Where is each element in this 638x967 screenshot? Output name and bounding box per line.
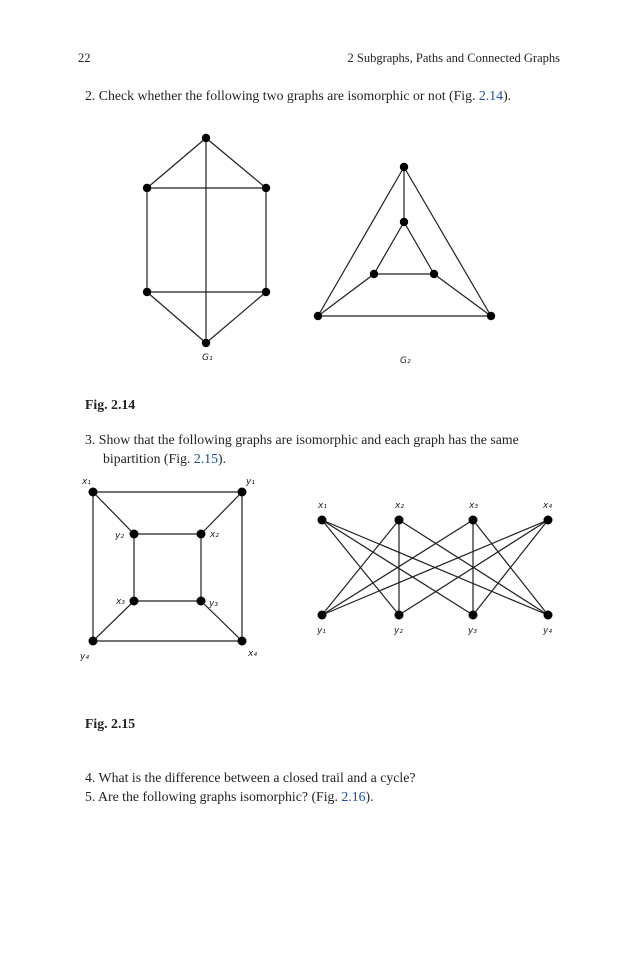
graph-cube: [79, 477, 257, 662]
bip-label: y₂: [394, 626, 403, 636]
cube-vertex: [238, 488, 247, 497]
cube-vertex: [197, 597, 206, 606]
cube-label: y₄: [80, 652, 89, 662]
g2-label: G₂: [400, 356, 411, 366]
exercise-3-tail: ).: [217, 451, 227, 466]
cube-edge: [201, 601, 242, 641]
exercise-3-text: 3. Show that the following graphs are isomorphic and each graph has the same bipartition (Fig.: [85, 432, 519, 466]
cube-edge: [93, 601, 134, 641]
cube-label: x₃: [116, 597, 125, 607]
cube-label: x₁: [82, 477, 91, 487]
bip-vertex: [469, 516, 478, 525]
bip-label: x₄: [543, 501, 552, 511]
cube-label: x₄: [248, 649, 257, 659]
g1-label: G₁: [202, 353, 213, 363]
page-number: 22: [78, 51, 91, 65]
bip-vertex: [395, 611, 404, 620]
cube-vertex: [238, 637, 247, 646]
bip-vertex: [544, 611, 553, 620]
graph-bipartite: [316, 501, 553, 636]
bip-vertex: [469, 611, 478, 620]
exercise-2-tail: ).: [503, 88, 512, 103]
exercise-4: 4. What is the difference between a closed trail and a cycle?: [85, 770, 416, 785]
exercise-5-tail: ).: [365, 789, 374, 804]
running-title: 2 Subgraphs, Paths and Connected Graphs: [347, 51, 560, 65]
cube-edge: [93, 492, 134, 534]
exercise-5-text: 5. Are the following graphs isomorphic? (Fig.: [85, 789, 342, 804]
cube-vertex: [89, 637, 98, 646]
bip-label: x₁: [318, 501, 327, 511]
cube-vertex: [130, 530, 139, 539]
fig-2-14-link[interactable]: 2.14: [478, 88, 504, 103]
bip-vertex: [318, 611, 327, 620]
cube-vertex: [197, 530, 206, 539]
exercise-2-text: 2. Check whether the following two graphs are isomorphic or not (Fig.: [85, 88, 479, 103]
bip-label: y₁: [317, 626, 326, 636]
fig-2-14-caption: Fig. 2.14: [85, 397, 136, 412]
bip-label: y₃: [468, 626, 477, 636]
fig-2-15-caption: Fig. 2.15: [85, 716, 136, 731]
cube-edge: [201, 492, 242, 534]
cube-label: x₂: [210, 530, 219, 540]
cube-label: y₂: [115, 531, 124, 541]
bip-vertex: [395, 516, 404, 525]
bip-label: x₃: [469, 501, 478, 511]
exercise-5: [85, 787, 560, 806]
fig-2-16-link[interactable]: 2.16: [341, 789, 366, 804]
cube-vertex: [89, 488, 98, 497]
bip-vertex: [544, 516, 553, 525]
bip-label: x₂: [395, 501, 404, 511]
bip-vertex: [318, 516, 327, 525]
bip-label: y₄: [543, 626, 552, 636]
cube-vertex: [130, 597, 139, 606]
cube-label: y₃: [209, 599, 218, 609]
cube-label: y₁: [246, 477, 255, 487]
fig-2-15-link[interactable]: 2.15: [193, 451, 218, 466]
